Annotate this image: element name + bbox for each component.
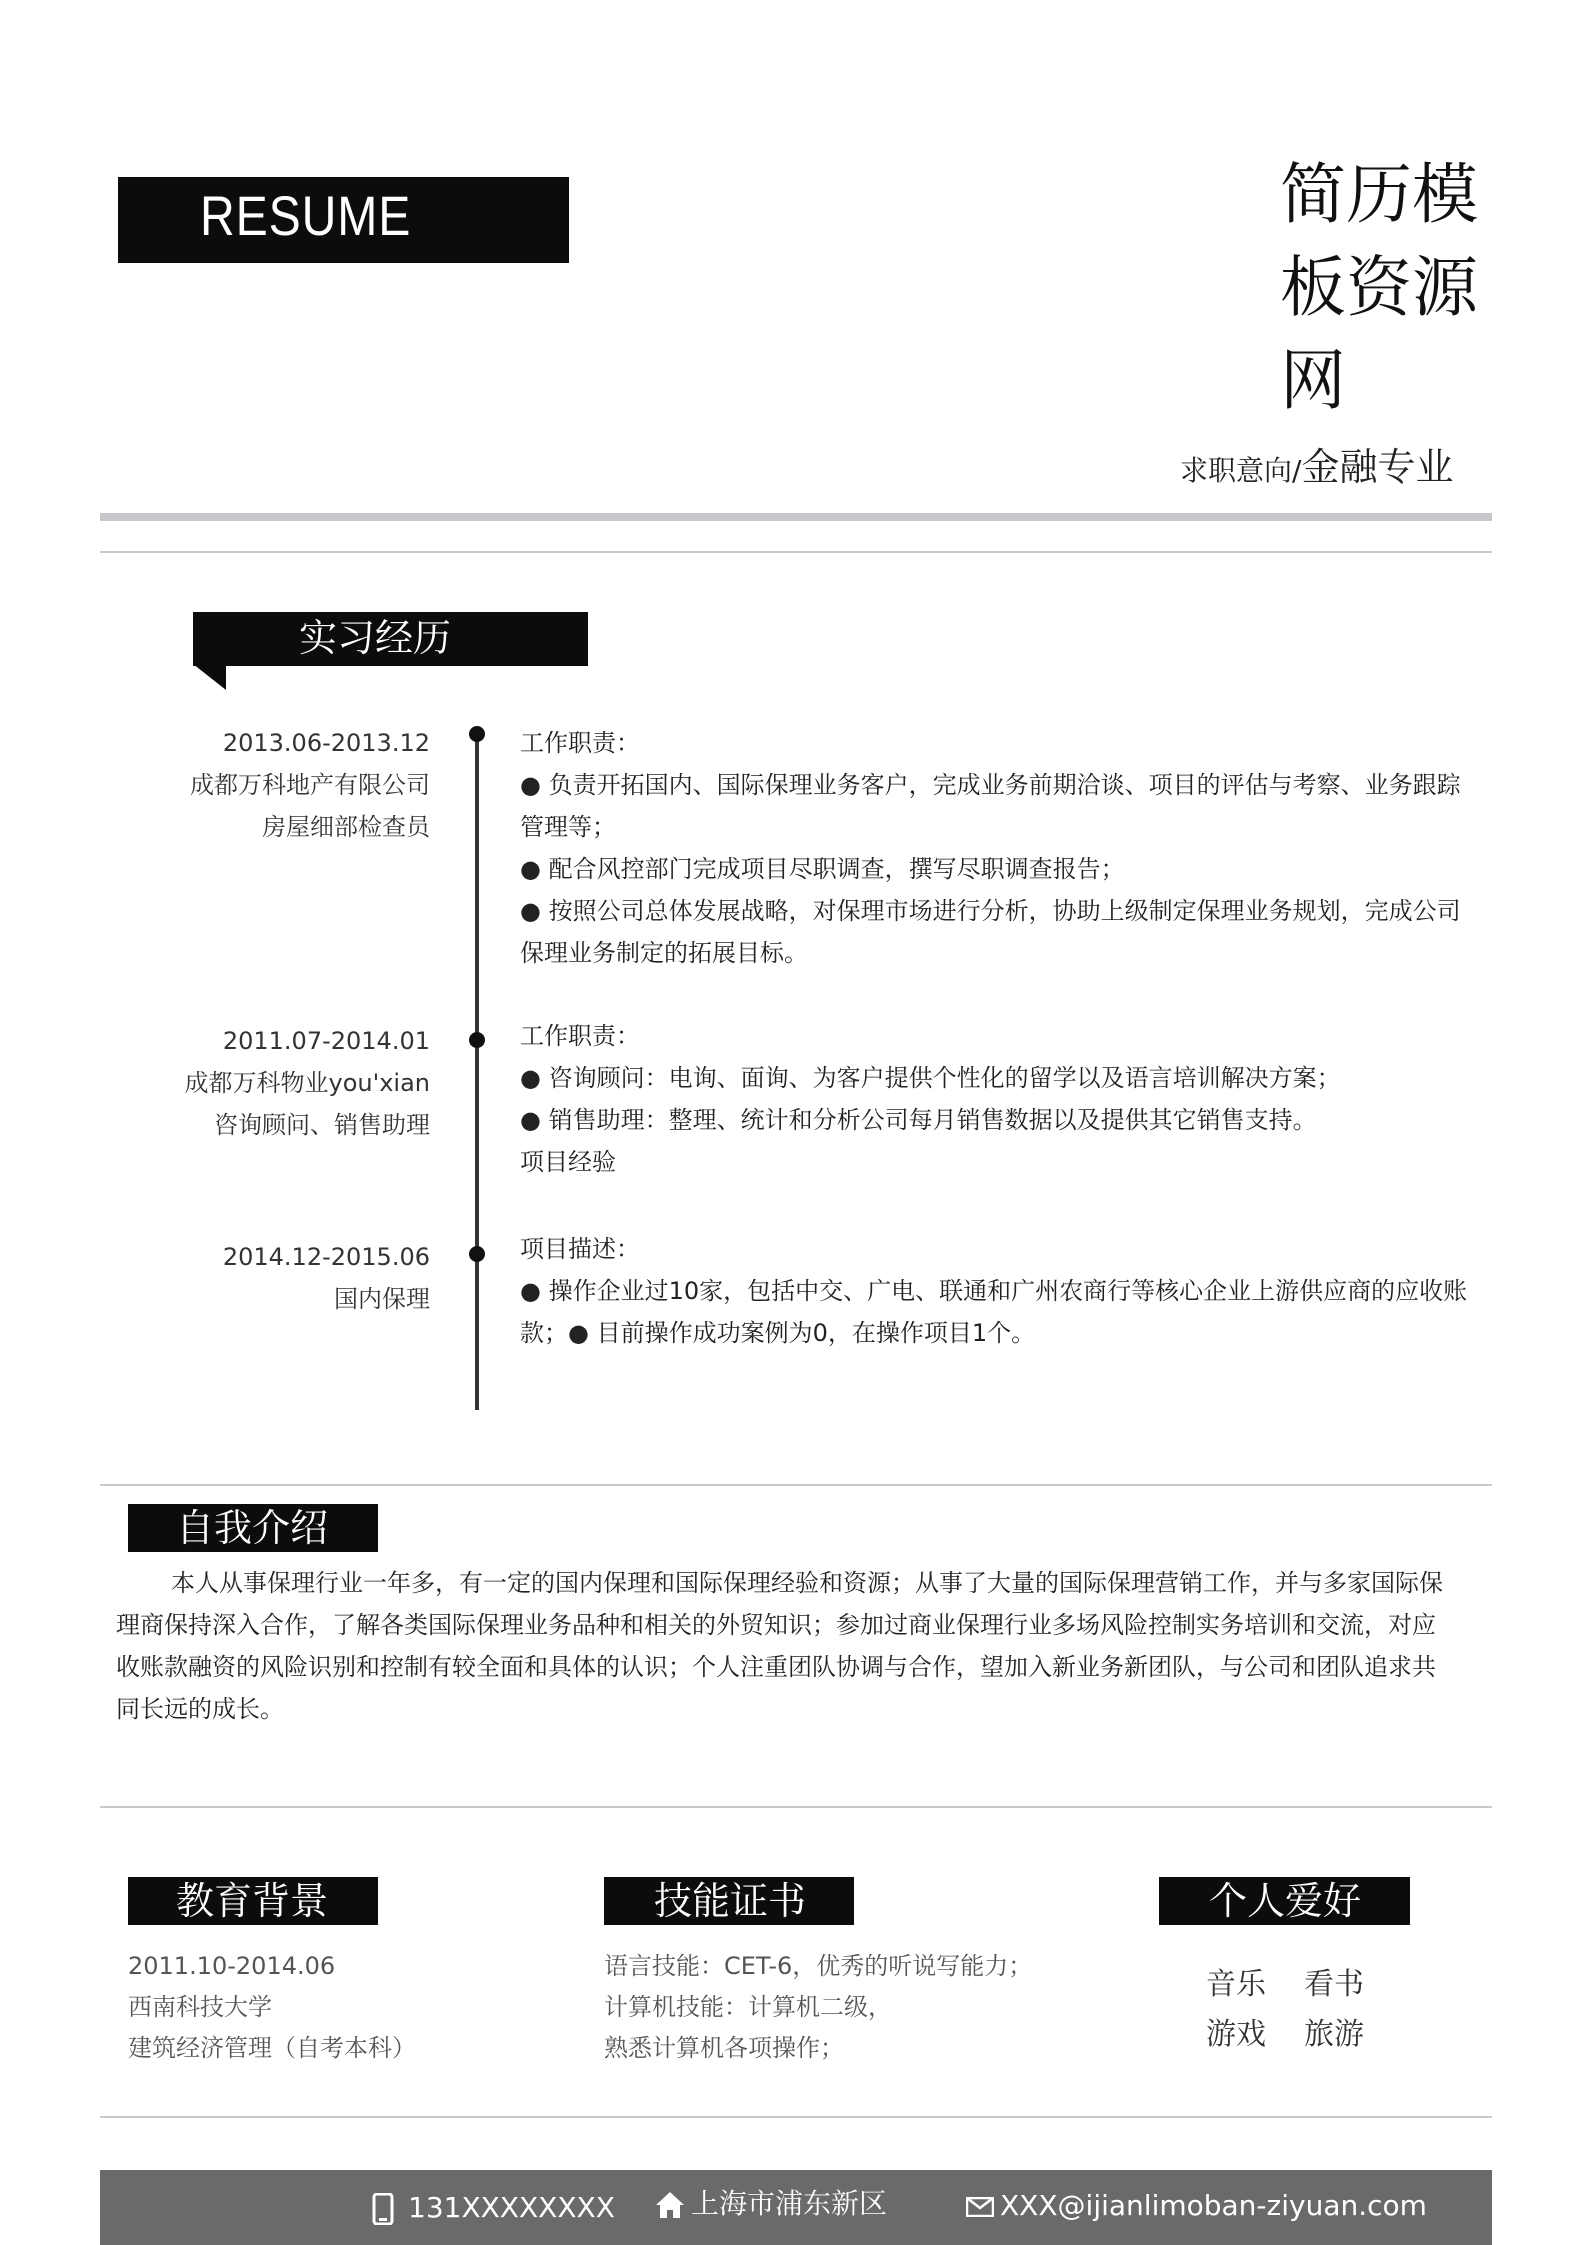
experience-detail	[520, 722, 1470, 974]
experience-detail	[520, 1015, 1470, 1183]
experience-meta	[130, 1236, 430, 1320]
section-title-hobbies: 个人爱好	[1209, 1879, 1362, 1923]
experience-line: 项目经验	[520, 1148, 616, 1176]
timeline-line	[475, 728, 479, 1410]
section-tag-hobbies	[1159, 1877, 1410, 1925]
hobby-item: 音乐	[1206, 1967, 1266, 2002]
hobby-item: 游戏	[1206, 2017, 1266, 2052]
experience-heading: 工作职责：	[520, 1022, 640, 1050]
experience-line: ● 配合风控部门完成项目尽职调查，撰写尽职调查报告；	[520, 855, 1125, 883]
experience-company: 成都万科物业you'xian	[184, 1069, 430, 1097]
section-title-education: 教育背景	[176, 1879, 329, 1923]
resume-label: RESUME	[200, 184, 412, 247]
divider	[100, 1484, 1492, 1486]
experience-line: ● 咨询顾问：电询、面询、为客户提供个性化的留学以及语言培训解决方案；	[520, 1064, 1341, 1092]
job-intent	[1180, 436, 1480, 491]
phone-icon	[372, 2193, 394, 2225]
section-tag-education	[128, 1877, 378, 1925]
skill-item: 计算机技能：计算机二级，	[604, 1993, 892, 2021]
skills-list	[604, 1946, 1084, 2069]
phone-number: 131XXXXXXXX	[408, 2191, 615, 2224]
experience-heading: 工作职责：	[520, 729, 640, 757]
experience-meta	[130, 1020, 430, 1146]
divider	[100, 2116, 1492, 2118]
section-title-internship: 实习经历	[299, 616, 452, 660]
experience-line: ● 操作企业过10家，包括中交、广电、联通和广州农商行等核心企业上游供应商的应收账款；● 目前操作成功案例为0，在操作项目1个。	[520, 1277, 1468, 1347]
email-text: XXX@ijianlimoban-ziyuan.com	[1000, 2189, 1427, 2222]
education-list	[128, 1946, 528, 2069]
experience-heading: 项目描述：	[520, 1235, 640, 1263]
skill-item: 熟悉计算机各项操作；	[604, 2034, 844, 2062]
experience-line: ● 负责开拓国内、国际保理业务客户，完成业务前期洽谈、项目的评估与考察、业务跟踪管理等；	[520, 771, 1461, 841]
experience-role: 房屋细部检查员	[262, 813, 430, 841]
job-intent-value: 金融专业	[1301, 445, 1454, 489]
divider	[100, 1806, 1492, 1808]
address-text: 上海市浦东新区	[691, 2187, 888, 2220]
section-tag-internship	[193, 612, 588, 666]
experience-detail	[520, 1228, 1470, 1354]
divider	[100, 551, 1492, 553]
education-school: 西南科技大学	[128, 1993, 272, 2021]
contact-phone	[372, 2170, 615, 2245]
mail-icon	[966, 2197, 994, 2217]
skill-item: 语言技能：CET-6，优秀的听说写能力；	[604, 1952, 1033, 1980]
contact-email	[966, 2168, 1427, 2243]
section-title-intro: 自我介绍	[176, 1506, 329, 1550]
section-tag-skills	[604, 1877, 854, 1925]
name-title: 简历模板资源网	[1280, 156, 1478, 419]
home-icon	[655, 2191, 685, 2219]
experience-role: 咨询顾问、销售助理	[214, 1111, 430, 1139]
contact-address	[655, 2166, 887, 2241]
tag-fold-icon	[193, 664, 226, 690]
experience-line: ● 销售助理：整理、统计和分析公司每月销售数据以及提供其它销售支持。	[520, 1106, 1317, 1134]
hobby-item: 旅游	[1304, 2017, 1364, 2052]
experience-line: ● 按照公司总体发展战略，对保理市场进行分析，协助上级制定保理业务规划，完成公司保理业务制定的拓展目标。	[520, 897, 1461, 967]
experience-date: 2013.06-2013.12	[222, 729, 430, 757]
hobby-item: 看书	[1304, 1967, 1364, 2002]
experience-date: 2014.12-2015.06	[222, 1243, 430, 1271]
experience-company: 国内保理	[334, 1285, 430, 1313]
experience-company: 成都万科地产有限公司	[190, 771, 430, 799]
section-title-skills: 技能证书	[654, 1879, 807, 1923]
timeline-dot	[469, 726, 485, 742]
intro-text: 本人从事保理行业一年多，有一定的国内保理和国际保理经验和资源；从事了大量的国际保理营销工作，并与多家国际保理商保持深入合作，了解各类国际保理业务品种和相关的外贸知识；参加过商业保理行业多场风险控制实务培训和交流，对应收账款融资的风险识别和控制有较全面和具体的认识；个人注重团队协调与合作，望加入新业务新团队，与公司和团队追求共同长远的成长。	[116, 1569, 1443, 1723]
timeline-dot	[469, 1246, 485, 1262]
hobbies-list	[1206, 1960, 1466, 2060]
experience-meta	[130, 722, 430, 848]
education-date: 2011.10-2014.06	[128, 1952, 336, 1980]
section-tag-intro	[128, 1504, 378, 1552]
header-divider	[100, 513, 1492, 521]
education-major: 建筑经济管理（自考本科）	[128, 2034, 416, 2062]
timeline-dot	[469, 1032, 485, 1048]
job-intent-label: 求职意向/	[1180, 454, 1302, 487]
experience-date: 2011.07-2014.01	[222, 1027, 430, 1055]
